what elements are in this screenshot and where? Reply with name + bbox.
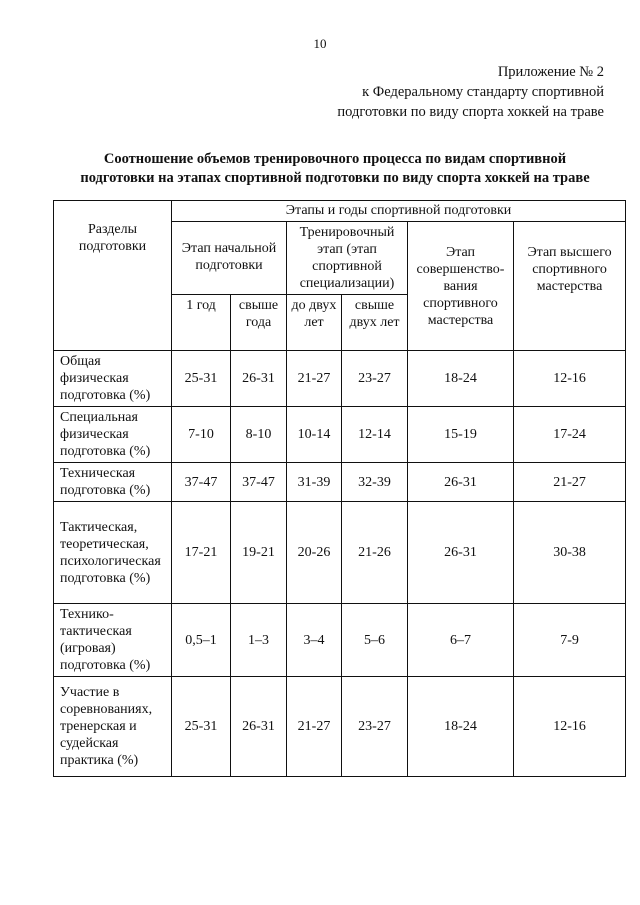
header-initial-year1: 1 год bbox=[172, 295, 231, 351]
table-cell: 18-24 bbox=[408, 677, 514, 777]
table-row bbox=[54, 463, 626, 502]
table-cell: 17-24 bbox=[514, 407, 626, 463]
header-training-up-to-two: до двух лет bbox=[287, 295, 342, 351]
header-stages-group: Этапы и годы спортивной подготовки bbox=[172, 201, 626, 222]
table-cell: 7-9 bbox=[514, 604, 626, 677]
table-cell: 25-31 bbox=[172, 677, 231, 777]
table-cell: 26-31 bbox=[231, 677, 287, 777]
table-cell: 25-31 bbox=[172, 351, 231, 407]
header-stage-improvement: Этап совершенство-вания спортивного мастерства bbox=[408, 222, 514, 351]
table-row bbox=[54, 677, 626, 777]
header-stage-highest: Этап высшего спортивного мастерства bbox=[514, 222, 626, 351]
row-label: Участие в соревнованиях, тренерская и судейская практика (%) bbox=[54, 677, 172, 777]
table-row bbox=[54, 604, 626, 677]
row-label: Технико-тактическая (игровая) подготовка (%) bbox=[54, 604, 172, 677]
table-cell: 8-10 bbox=[231, 407, 287, 463]
table-cell: 21-26 bbox=[342, 502, 408, 604]
document-title bbox=[40, 150, 630, 188]
title-line-1: Соотношение объемов тренировочного процесса по видам спортивной bbox=[103, 151, 567, 167]
table-cell: 12-16 bbox=[514, 351, 626, 407]
row-label: Общая физическая подготовка (%) bbox=[54, 351, 172, 407]
header-stage-training: Тренировочный этап (этап спортивной специализации) bbox=[287, 222, 408, 295]
title-line-2: подготовки на этапах спортивной подготовки по виду спорта хоккей на траве bbox=[80, 170, 590, 186]
table-cell: 26-31 bbox=[408, 502, 514, 604]
table-cell: 10-14 bbox=[287, 407, 342, 463]
appendix-line-1: Приложение № 2 bbox=[497, 64, 604, 80]
table-cell: 0,5–1 bbox=[172, 604, 231, 677]
row-label: Тактическая, теоретическая, психологическая подготовка (%) bbox=[54, 502, 172, 604]
header-sections: Разделы подготовки bbox=[54, 201, 172, 351]
table-cell: 32-39 bbox=[342, 463, 408, 502]
table-cell: 1–3 bbox=[231, 604, 287, 677]
table-cell: 12-14 bbox=[342, 407, 408, 463]
table-cell: 21-27 bbox=[514, 463, 626, 502]
table-cell: 7-10 bbox=[172, 407, 231, 463]
page-number: 10 bbox=[313, 36, 327, 51]
table-cell: 5–6 bbox=[342, 604, 408, 677]
table-cell: 3–4 bbox=[287, 604, 342, 677]
table-row bbox=[54, 407, 626, 463]
table-cell: 21-27 bbox=[287, 677, 342, 777]
appendix-line-2: к Федеральному стандарту спортивной bbox=[362, 84, 604, 100]
header-training-over-two: свыше двух лет bbox=[342, 295, 408, 351]
table-cell: 23-27 bbox=[342, 351, 408, 407]
header-initial-over-year: свыше года bbox=[231, 295, 287, 351]
table-row bbox=[54, 502, 626, 604]
ratio-table bbox=[53, 200, 626, 777]
table-cell: 21-27 bbox=[287, 351, 342, 407]
table-cell: 26-31 bbox=[408, 463, 514, 502]
table-row bbox=[54, 351, 626, 407]
header-stage-initial: Этап начальной подготовки bbox=[172, 222, 287, 295]
table-cell: 26-31 bbox=[231, 351, 287, 407]
table-cell: 18-24 bbox=[408, 351, 514, 407]
table-cell: 17-21 bbox=[172, 502, 231, 604]
table-cell: 30-38 bbox=[514, 502, 626, 604]
appendix-line-3: подготовки по виду спорта хоккей на траве bbox=[337, 104, 604, 120]
appendix-block bbox=[274, 62, 604, 122]
row-label: Специальная физическая подготовка (%) bbox=[54, 407, 172, 463]
table-cell: 37-47 bbox=[231, 463, 287, 502]
table-cell: 23-27 bbox=[342, 677, 408, 777]
table-cell: 19-21 bbox=[231, 502, 287, 604]
table-cell: 31-39 bbox=[287, 463, 342, 502]
table-cell: 12-16 bbox=[514, 677, 626, 777]
table-cell: 15-19 bbox=[408, 407, 514, 463]
table-cell: 37-47 bbox=[172, 463, 231, 502]
table-cell: 6–7 bbox=[408, 604, 514, 677]
row-label: Техническая подготовка (%) bbox=[54, 463, 172, 502]
table-cell: 20-26 bbox=[287, 502, 342, 604]
